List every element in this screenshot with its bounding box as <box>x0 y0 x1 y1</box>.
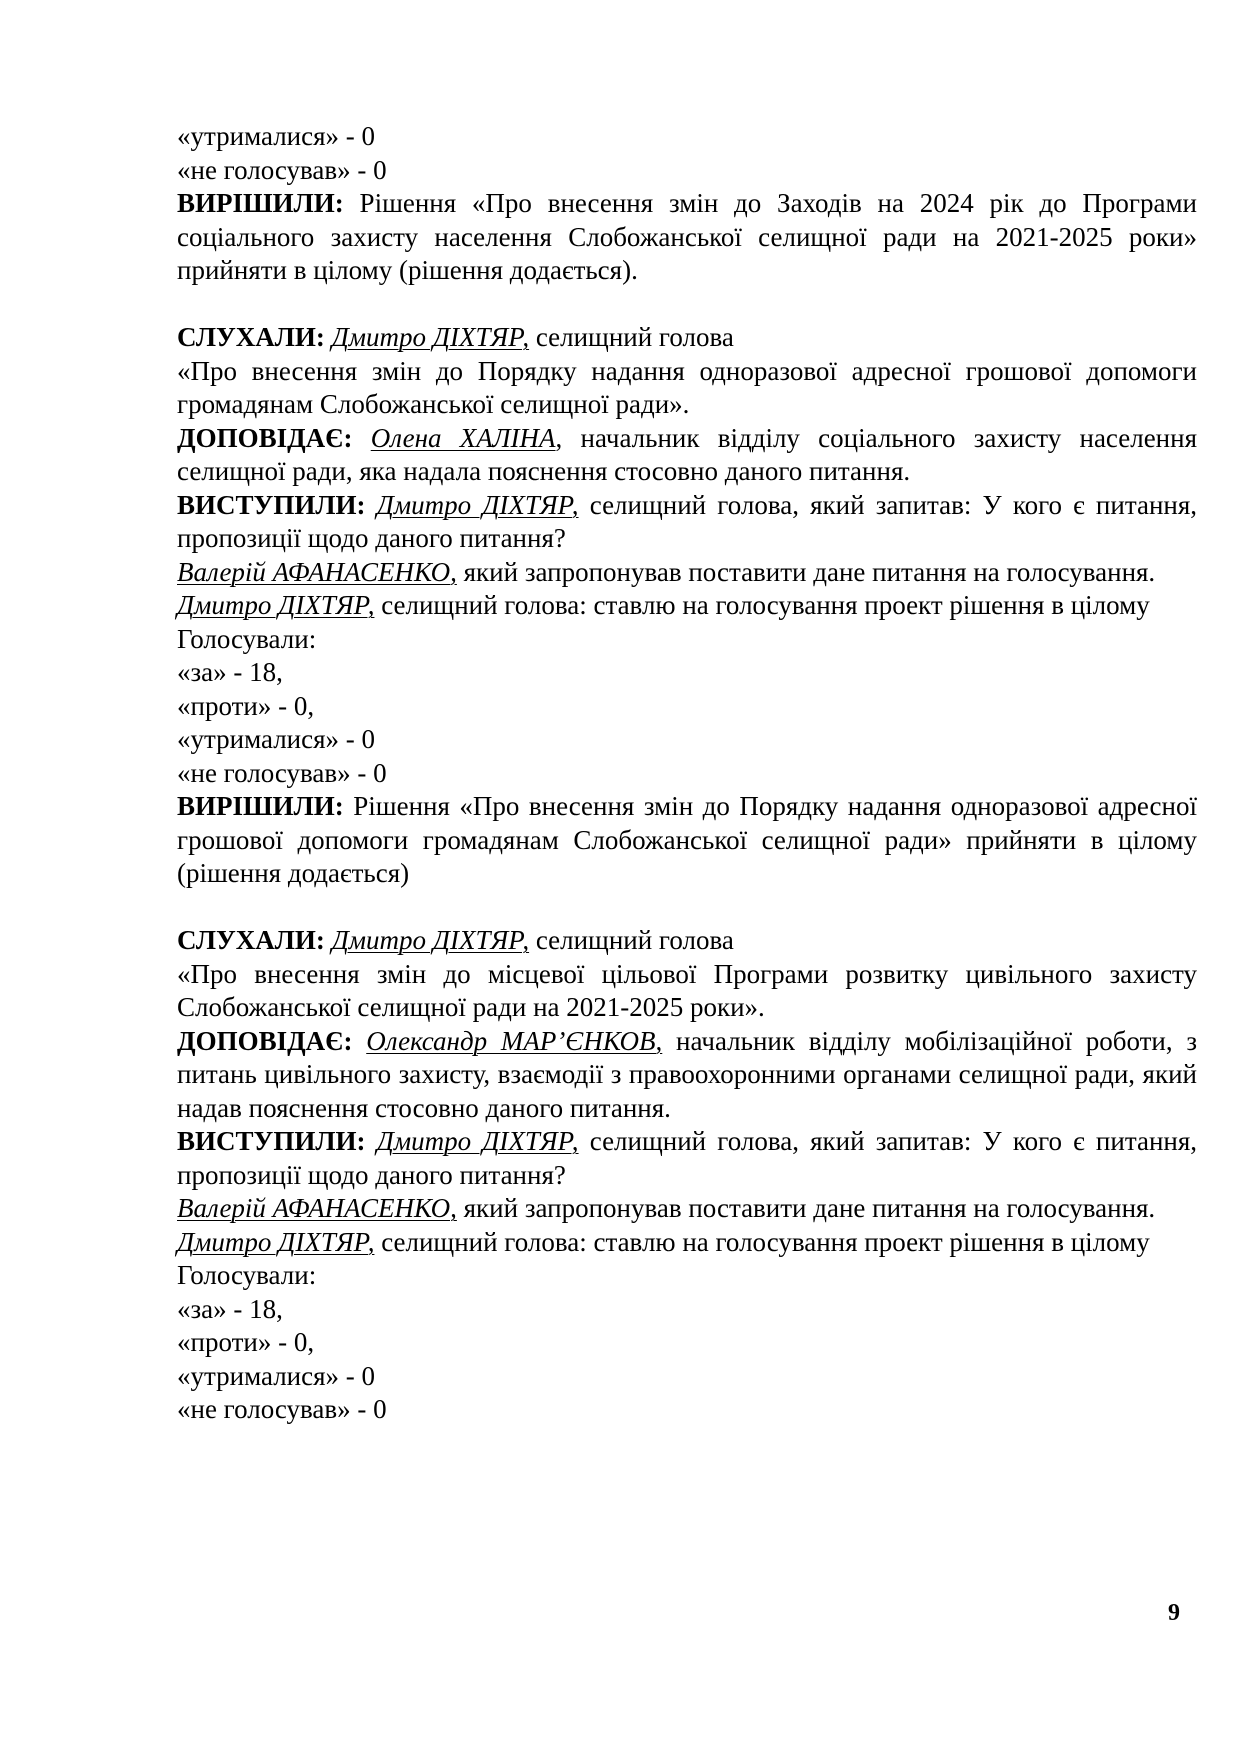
chair-paragraph <box>177 589 1197 623</box>
chair-name: Дмитро ДІХТЯР, <box>177 590 375 620</box>
vote-not-voted: «не голосував» - 0 <box>177 757 387 788</box>
spoke-paragraph <box>177 1125 1197 1192</box>
reporter-name: Олександр МАР’ЄНКОВ, <box>366 1025 663 1056</box>
decided-text: Рішення «Про внесення змін до Заходів на 2024 рік до Програми соціального захисту населення Слобожанської селищної ради на 2021-2025 роки» прийняти в цілому (рішення додається). <box>177 188 1197 285</box>
chair-text: селищний голова: ставлю на голосування проект рішення в цілому <box>374 1226 1150 1257</box>
proposal-paragraph <box>177 1192 1197 1226</box>
spoke-label: ВИСТУПИЛИ: <box>177 1126 366 1156</box>
vote-for: «за» - 18, <box>177 657 283 687</box>
proposal-paragraph <box>177 556 1197 590</box>
spacer <box>177 288 1197 322</box>
heard-line <box>177 924 1197 958</box>
vote-abstained: «утрималися» - 0 <box>177 121 376 151</box>
speaker-name: Дмитро ДІХТЯР, <box>331 925 530 955</box>
page-number: 9 <box>1168 1600 1180 1626</box>
speaker-name: Дмитро ДІХТЯР, <box>331 322 530 352</box>
report-label: ДОПОВІДАЄ: <box>177 422 353 453</box>
decided-text: Рішення «Про внесення змін до Порядку надання одноразової адресної грошової допомоги громадянам Слобожанської селищної ради» прийняти в цілому (рішення додається) <box>177 791 1197 888</box>
decided-label: ВИРІШИЛИ: <box>177 188 344 218</box>
speaker-name: Дмитро ДІХТЯР, <box>376 489 579 520</box>
heard-label: СЛУХАЛИ: <box>177 925 325 955</box>
proposer-name: Валерій АФАНАСЕНКО, <box>177 1193 457 1223</box>
vote-against: «проти» - 0, <box>177 1327 315 1357</box>
vote-for: «за» - 18, <box>177 1293 283 1324</box>
report-label: ДОПОВІДАЄ: <box>177 1025 353 1056</box>
reporter-name: Олена ХАЛІНА <box>370 422 556 453</box>
speaker-role: селищний голова <box>529 925 734 955</box>
spoke-paragraph <box>177 489 1197 556</box>
decided-label: ВИРІШИЛИ: <box>177 791 344 821</box>
decision-paragraph <box>177 790 1197 891</box>
vote-against: «проти» - 0, <box>177 690 315 721</box>
vote-not-voted: «не голосував» - 0 <box>177 154 387 185</box>
speaker-name: Дмитро ДІХТЯР, <box>376 1126 579 1156</box>
chair-paragraph <box>177 1226 1197 1260</box>
heard-line <box>177 321 1197 355</box>
vote-abstained: «утрималися» - 0 <box>177 1360 376 1391</box>
agenda-topic: «Про внесення змін до Порядку надання одноразової адресної грошової допомоги громадянам Слобожанської селищної ради». <box>177 355 1197 419</box>
chair-name: Дмитро ДІХТЯР, <box>177 1226 375 1257</box>
report-text: , начальник відділу соціального захисту населення селищної ради, яка надала пояснення стосовно даного питання. <box>177 422 1198 486</box>
vote-not-voted: «не голосував» - 0 <box>177 1394 387 1424</box>
report-paragraph <box>177 1025 1197 1126</box>
chair-text: селищний голова: ставлю на голосування проект рішення в цілому <box>374 590 1150 620</box>
proposal-text: який запропонував поставити дане питання на голосування. <box>456 1193 1156 1223</box>
vote-abstained: «утрималися» - 0 <box>177 724 376 754</box>
voted-label: Голосували: <box>177 1260 317 1290</box>
voted-label: Голосували: <box>177 623 317 654</box>
report-paragraph <box>177 422 1197 489</box>
proposer-name: Валерій АФАНАСЕНКО, <box>177 556 457 587</box>
speaker-role: селищний голова <box>529 322 734 352</box>
heard-label: СЛУХАЛИ: <box>177 322 325 352</box>
spoke-text: селищний голова, який запитав: У кого є питання, пропозиції щодо даного питання? <box>177 1126 1198 1190</box>
spoke-label: ВИСТУПИЛИ: <box>177 489 366 520</box>
document-page <box>177 120 1197 1427</box>
agenda-topic: «Про внесення змін до місцевої цільової Програми розвитку цивільного захисту Слобожанської селищної ради на 2021-2025 роки». <box>177 958 1197 1022</box>
decision-paragraph <box>177 187 1197 288</box>
spacer <box>177 891 1197 925</box>
report-text: начальник відділу мобілізаційної роботи, з питань цивільного захисту, взаємодії з правоохоронними органами селищної ради, який надав пояснення стосовно даного питання. <box>177 1025 1197 1123</box>
spoke-text: селищний голова, який запитав: У кого є питання, пропозиції щодо даного питання? <box>177 489 1198 553</box>
proposal-text: який запропонував поставити дане питання на голосування. <box>456 556 1156 587</box>
